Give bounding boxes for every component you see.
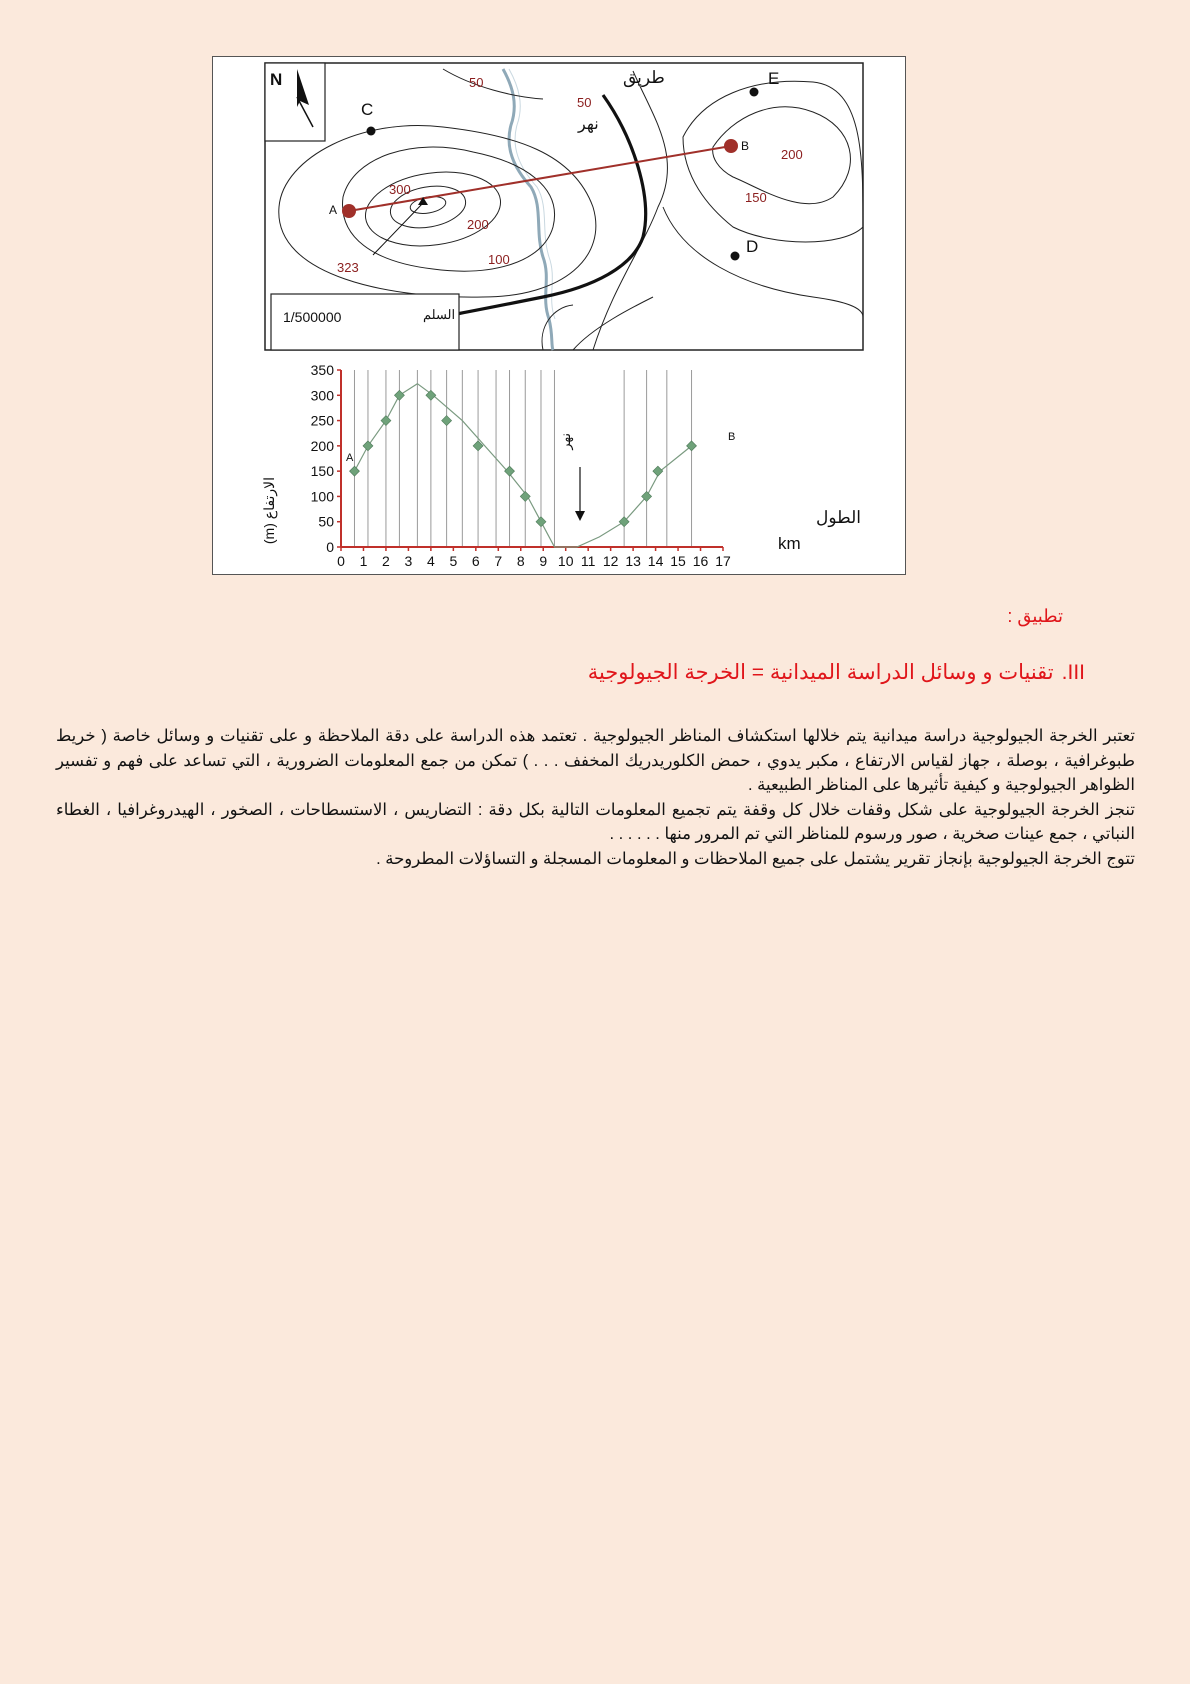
y-tick-label: 250	[310, 412, 334, 429]
scale-box	[271, 294, 459, 350]
profile-markers	[349, 390, 696, 526]
contour-label-300: 300	[389, 182, 411, 197]
contour-label-100: 100	[488, 252, 510, 267]
profile-x-label-ar: الطول	[816, 508, 861, 527]
profile-point	[536, 517, 546, 527]
river-label: نهر	[578, 116, 599, 133]
y-tick-label: 50	[318, 513, 334, 530]
paragraph-1: تعتبر الخرجة الجيولوجية دراسة ميدانية يتم خلالها استكشاف المناظر الجيولوجية . تعتمد هذه الدراسة على دقة الملاحظة و على تقنيات و وسائل خاصة ( خريط طبوغرافية ، بوصلة ، جهاز لقياس الارتفاع ، مكبر يدوي ، حمض الكلوريدريك المخفف . . . ) تمكن من جمع المعلومات الضرورية ، التي تساعد على فهم و تفسير الظواهر الجيولوجية و كيفية تأثيرها على المناظر الطبيعية .	[56, 727, 1135, 794]
profile-point	[381, 416, 391, 426]
x-tick-label: 12	[602, 553, 619, 569]
x-tick-label: 0	[337, 553, 345, 569]
y-tick-label: 200	[310, 437, 334, 454]
point-d-marker	[731, 252, 740, 261]
section-number: III.	[1061, 661, 1085, 684]
point-c-marker	[367, 127, 376, 136]
topographic-profile	[261, 362, 861, 569]
x-tick-label: 13	[625, 553, 641, 569]
profile-x-ticks	[337, 547, 731, 569]
profile-point	[394, 390, 404, 400]
profile-point-a-label: A	[346, 452, 354, 464]
contour-label-200-right: 200	[781, 147, 803, 162]
x-tick-label: 7	[494, 553, 503, 569]
profile-y-label: الارتفاع (m)	[261, 477, 277, 545]
body-text	[56, 724, 1135, 871]
figure-map-and-profile	[212, 56, 906, 575]
profile-y-ticks	[311, 362, 341, 555]
point-b-label: B	[741, 139, 750, 153]
x-tick-label: 3	[404, 553, 413, 569]
profile-vertical-lines	[354, 370, 691, 547]
profile-point	[653, 466, 663, 476]
y-tick-label: 350	[310, 362, 334, 378]
x-tick-label: 1	[359, 553, 368, 569]
profile-point	[442, 416, 452, 426]
profile-x-label-unit: km	[778, 534, 801, 553]
application-label: تطبيق :	[1007, 606, 1063, 626]
x-tick-label: 9	[539, 553, 548, 569]
y-tick-label: 100	[310, 488, 334, 505]
profile-river-label: نهر	[558, 433, 573, 450]
paragraph-3: تتوج الخرجة الجيولوجية بإنجاز تقرير يشتمل على جميع الملاحظات و المعلومات المسجلة و التساؤلات المطروحة .	[376, 849, 1135, 868]
contour-label-50-right: 50	[577, 95, 592, 110]
north-label: N	[270, 70, 283, 89]
contour-label-50-left: 50	[469, 75, 484, 90]
contour-label-150: 150	[745, 190, 767, 205]
y-tick-label: 150	[310, 463, 334, 480]
figure-svg	[213, 57, 907, 576]
x-tick-label: 16	[692, 553, 709, 569]
profile-curve	[355, 384, 692, 547]
profile-point	[363, 441, 373, 451]
y-tick-label: 300	[310, 387, 334, 404]
x-tick-label: 4	[426, 553, 435, 569]
peak-elevation-label: 323	[337, 260, 359, 275]
x-tick-label: 5	[449, 553, 458, 569]
point-e-label: E	[768, 69, 780, 88]
profile-point	[349, 466, 359, 476]
x-tick-label: 2	[382, 553, 390, 569]
x-tick-label: 10	[557, 553, 574, 569]
x-tick-label: 15	[670, 553, 686, 569]
point-a-label: A	[329, 203, 338, 217]
contour-label-200-left: 200	[467, 217, 489, 232]
paragraph-2: تنجز الخرجة الجيولوجية على شكل وقفات خلال كل وقفة يتم تجميع المعلومات التالية بكل دقة : التضاريس ، الاستسطاحات ، الصخور ، الهيدروغرافيا ، الغطاء النباتي ، جمع عينات صخرية ، صور ورسوم للمناظر التي تم المرور منها . . . . . .	[56, 800, 1135, 843]
y-tick-label: 0	[326, 539, 334, 555]
road-label: طريق	[623, 68, 665, 87]
point-d-label: D	[746, 237, 759, 256]
x-tick-label: 14	[647, 553, 664, 569]
river-arrow-icon	[575, 467, 585, 521]
point-c-label: C	[361, 100, 374, 119]
x-tick-label: 17	[715, 553, 731, 569]
section-title-text: تقنيات و وسائل الدراسة الميدانية = الخرجة الجيولوجية	[587, 661, 1054, 684]
profile-point	[505, 466, 515, 476]
north-arrow-box	[265, 63, 325, 141]
point-b-marker	[724, 139, 738, 153]
x-tick-label: 8	[516, 553, 525, 569]
x-tick-label: 11	[580, 553, 596, 569]
profile-point-b-label: B	[728, 431, 736, 443]
point-a-marker	[342, 204, 356, 218]
point-e-marker	[750, 88, 759, 97]
scale-value: 1/500000	[283, 309, 342, 325]
topographic-map	[265, 63, 863, 350]
section-title	[588, 660, 1085, 685]
x-tick-label: 6	[471, 553, 480, 569]
scale-label: السلم	[423, 307, 456, 322]
